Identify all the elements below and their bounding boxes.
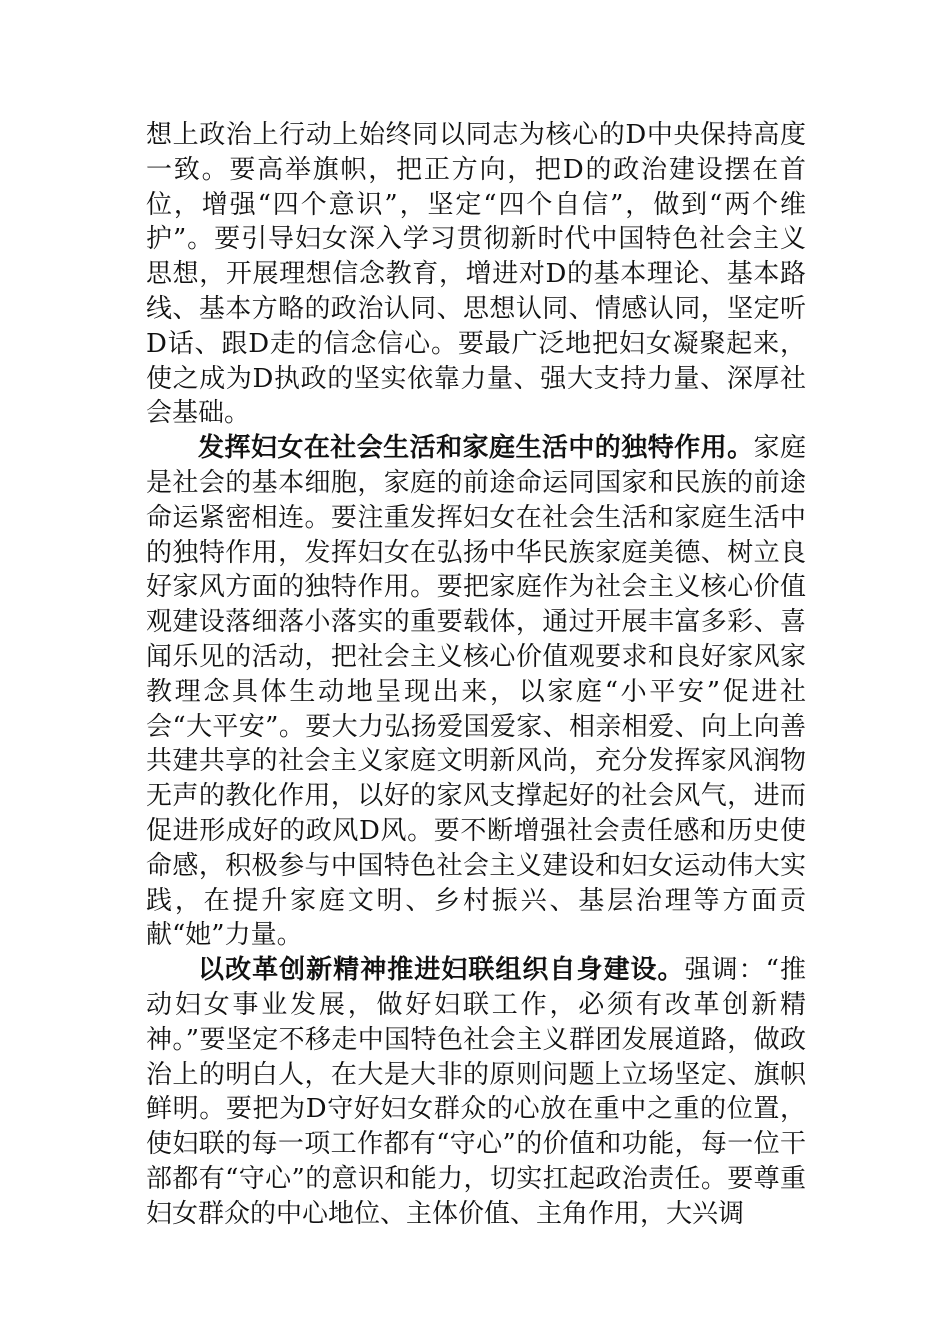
paragraph-heading: 发挥妇女在社会生活和家庭生活中的独特作用。 <box>198 433 754 464</box>
paragraph-text: 家庭是社会的基本细胞，家庭的前途命运同国家和民族的前途命运紧密相连。要注重发挥妇女在社会生活和家庭生活中的独特作用，发挥妇女在弘扬中华民族家庭美德、树立良好家风方面的独特作用。要把家庭作为社会主义核心价值观建设落细落小落实的重要载体，通过开展丰富多彩、喜闻乐见的活动，把社会主义核心价值观要求和良好家风家教理念具体生动地呈现出来，以家庭“小平安”促进社会“大平安”。要大力弘扬爱国爱家、相亲相爱、向上向善共建共享的社会主义家庭文明新风尚，充分发挥家风润物无声的教化作用，以好的家风支撑起好的社会风气，进而促进形成好的政风D风。要不断增强社会责任感和历史使命感，积极参与中国特色社会主义建设和妇女运动伟大实践，在提升家庭文明、乡村振兴、基层治理等方面贡献“她”力量。 <box>146 433 806 951</box>
paragraph-continuation <box>146 118 806 431</box>
document-body <box>146 118 806 1232</box>
paragraph-text: 想上政治上行动上始终同以同志为核心的D中央保持高度一致。要高举旗帜，把正方向，把D的政治建设摆在首位，增强“四个意识”，坚定“四个自信”，做到“两个维护”。要引导妇女深入学习贯彻新时代中国特色社会主义思想，开展理想信念教育，增进对D的基本理论、基本路线、基本方略的政治认同、思想认同、情感认同，坚定听D话、跟D走的信念信心。要最广泛地把妇女凝聚起来，使之成为D执政的坚实依靠力量、强大支持力量、深厚社会基础。 <box>146 120 806 429</box>
paragraph-heading: 以改革创新精神推进妇联组织自身建设。 <box>198 955 685 986</box>
paragraph-text: 强调：“推动妇女事业发展，做好妇联工作，必须有改革创新精神。”要坚定不移走中国特色社会主义群团发展道路，做政治上的明白人，在大是大非的原则问题上立场坚定、旗帜鲜明。要把为D守好妇女群众的心放在重中之重的位置，使妇联的每一项工作都有“守心”的价值和功能，每一位干部都有“守心”的意识和能力，切实扛起政治责任。要尊重妇女群众的中心地位、主体价值、主角作用，大兴调 <box>146 955 806 1229</box>
paragraph-reform-innovation <box>146 953 806 1231</box>
paragraph-women-family-role <box>146 431 806 953</box>
